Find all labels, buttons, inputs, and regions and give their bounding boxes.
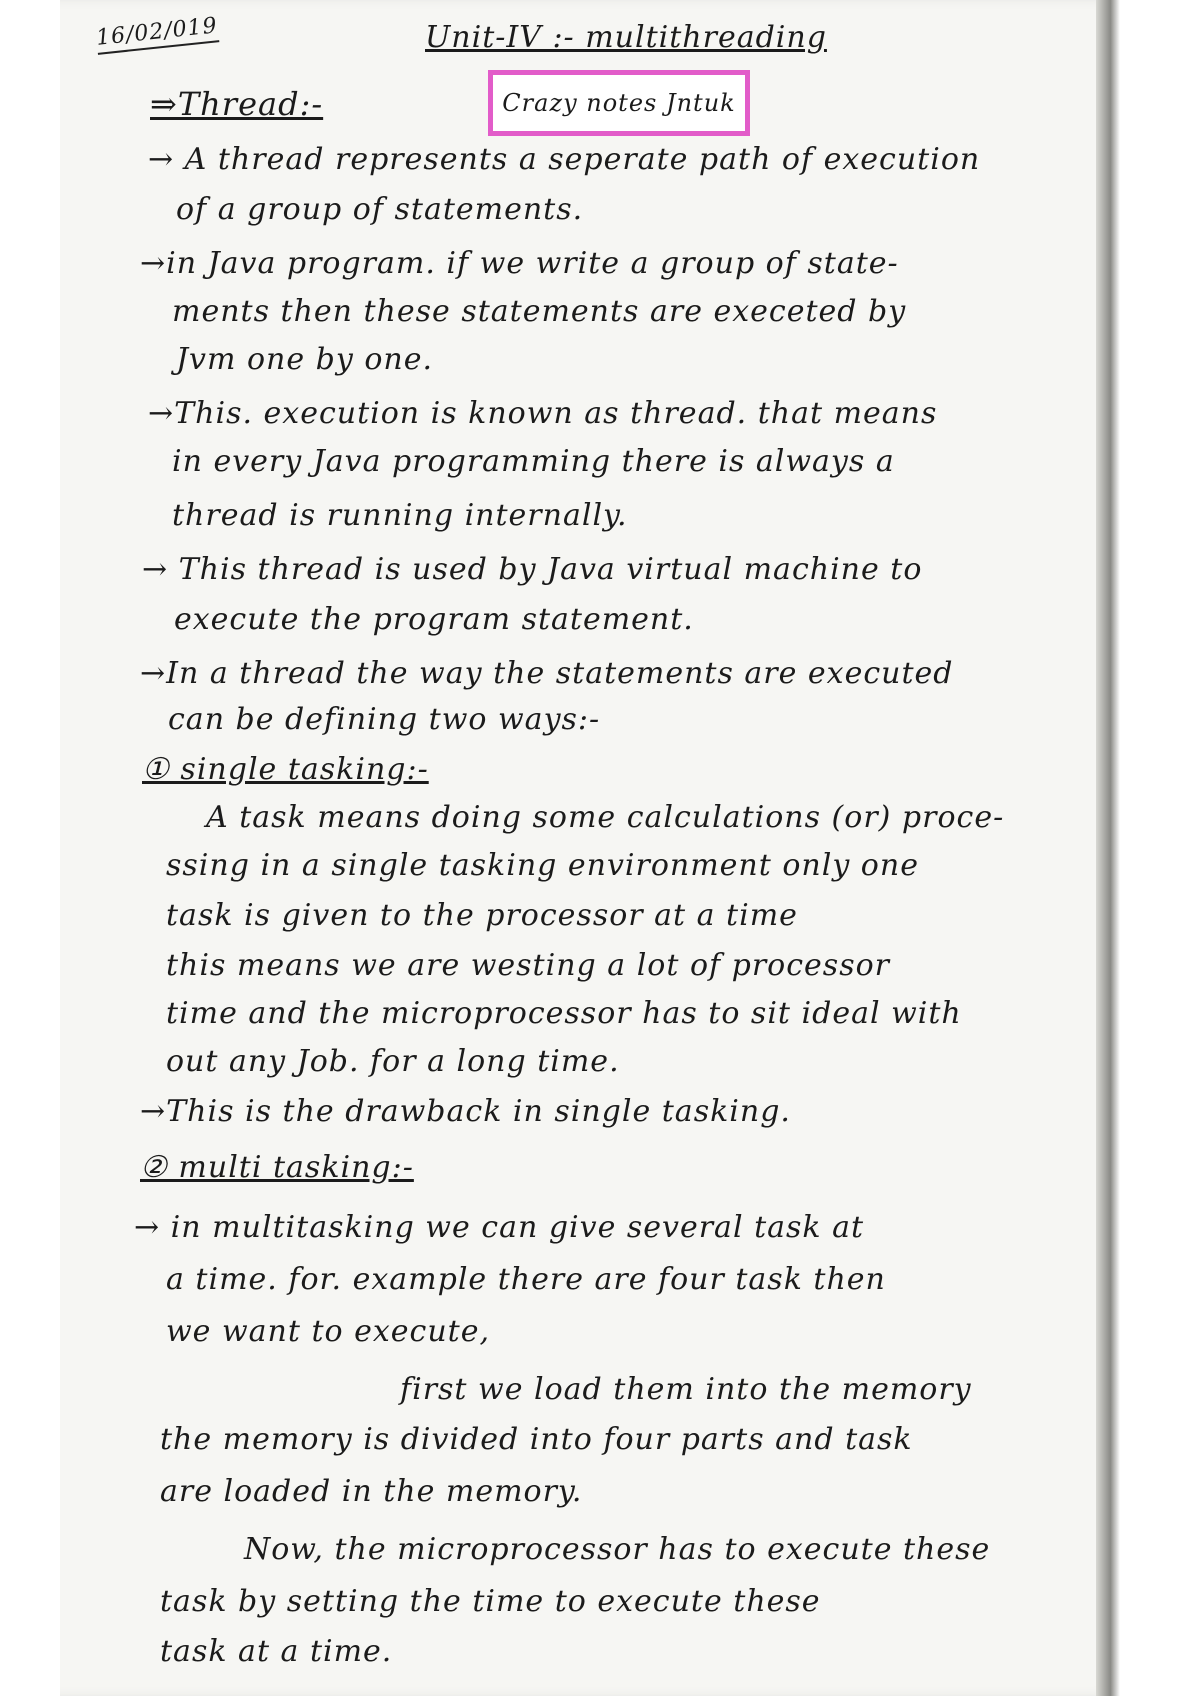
note-line: task by setting the time to execute these [160, 1584, 821, 1619]
note-line: time and the microprocessor has to sit ideal with [166, 996, 962, 1031]
note-line: task at a time. [160, 1634, 393, 1669]
note-line: thread is running internally. [172, 498, 628, 533]
note-line: a time. for. example there are four task then [166, 1262, 886, 1297]
note-line: execute the program statement. [174, 602, 694, 637]
note-line: task is given to the processor at a time [166, 898, 798, 933]
page-edge [1096, 0, 1120, 1696]
note-line: are loaded in the memory. [160, 1474, 583, 1509]
note-line: → in multitasking we can give several task at [134, 1210, 865, 1245]
note-line: Jvm one by one. [176, 342, 433, 377]
note-line: →This is the drawback in single tasking. [140, 1094, 791, 1129]
single-tasking-heading: ① single tasking:- [142, 752, 429, 787]
unit-title [425, 20, 827, 55]
note-line: ments then these statements are execeted by [172, 294, 907, 329]
note-line: →In a thread the way the statements are executed [140, 656, 954, 691]
note-line: we want to execute, [166, 1314, 490, 1349]
note-line: A task means doing some calculations (or) proce- [206, 800, 1005, 835]
note-line: first we load them into the memory [400, 1372, 972, 1407]
note-line: of a group of statements. [176, 192, 584, 227]
note-line: the memory is divided into four parts and task [160, 1422, 913, 1457]
thread-heading: ⇒Thread:- [150, 85, 324, 123]
note-line: Now, the microprocessor has to execute these [244, 1532, 991, 1567]
note-line: can be defining two ways:- [168, 702, 601, 737]
watermark-stamp: Crazy notes Jntuk [488, 70, 750, 136]
multi-tasking-heading: ② multi tasking:- [140, 1150, 414, 1185]
note-line: → This thread is used by Java virtual machine to [142, 552, 923, 587]
note-date: 16/02/019 [95, 13, 219, 55]
unit-title-text: Unit-IV :- multithreading [425, 20, 827, 55]
note-line: → A thread represents a seperate path of execution [148, 142, 981, 177]
note-line: →in Java program. if we write a group of state- [140, 246, 899, 281]
note-line: out any Job. for a long time. [166, 1044, 620, 1079]
note-line: in every Java programming there is always a [172, 444, 895, 479]
note-line: this means we are westing a lot of processor [166, 948, 890, 983]
note-line: ssing in a single tasking environment only one [166, 848, 919, 883]
note-line: →This. execution is known as thread. that means [148, 396, 938, 431]
